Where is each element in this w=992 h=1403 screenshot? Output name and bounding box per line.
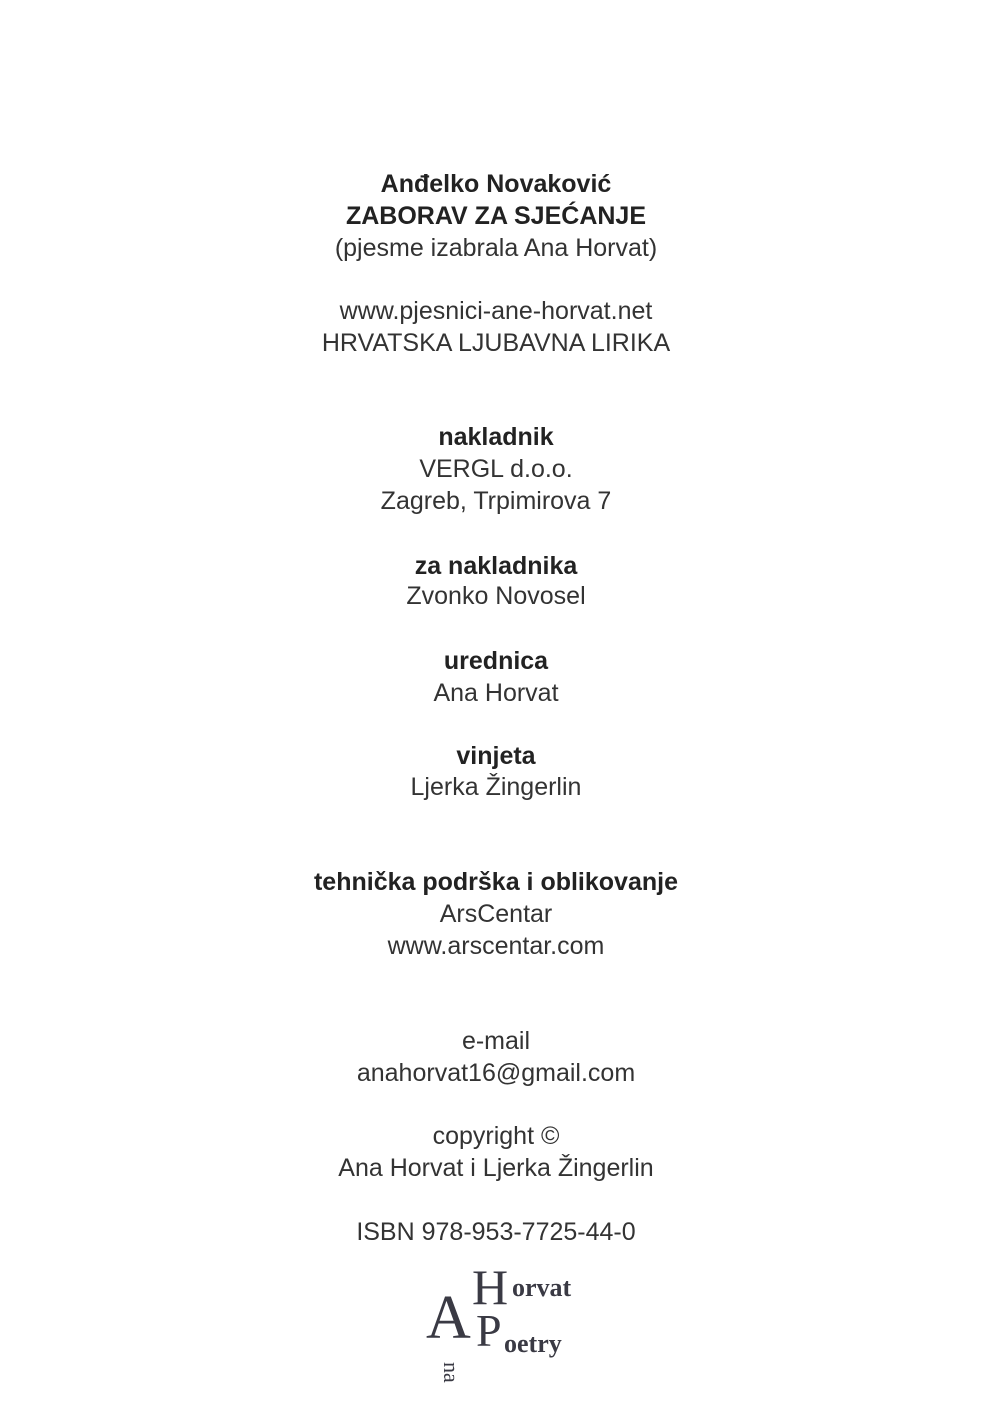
email-address[interactable]: anahorvat16@gmail.com (356, 1059, 636, 1087)
logo-letters-orvat: orvat (512, 1273, 572, 1302)
for-publisher-name: Zvonko Novosel (406, 582, 586, 610)
tech-support-name: ArsCentar (439, 900, 553, 928)
ana-horvat-poetry-logo (420, 1259, 590, 1383)
logo-letters-na: na (439, 1362, 464, 1383)
logo-letter-p: P (476, 1305, 502, 1356)
tech-support-url[interactable]: www.arscentar.com (387, 932, 605, 960)
book-subtitle: (pjesme izabrala Ana Horvat) (334, 234, 658, 262)
publisher-label: nakladnik (438, 423, 554, 451)
series-name: HRVATSKA LJUBAVNA LIRIKA (321, 329, 671, 357)
editor-label: urednica (443, 647, 549, 675)
logo-letter-h: H (472, 1259, 509, 1315)
publisher-address: Zagreb, Trpimirova 7 (380, 487, 612, 515)
copyright-label: copyright © (432, 1122, 560, 1150)
logo-letters-oetry: oetry (504, 1329, 562, 1358)
vignette-label: vinjeta (456, 742, 536, 770)
editor-name: Ana Horvat (433, 679, 559, 707)
copyright-holders: Ana Horvat i Ljerka Žingerlin (338, 1154, 654, 1182)
for-publisher-label: za nakladnika (414, 552, 578, 580)
author-name: Anđelko Novaković (380, 170, 612, 198)
website-link[interactable]: www.pjesnici-ane-horvat.net (339, 297, 653, 325)
tech-support-label: tehnička podrška i oblikovanje (313, 868, 678, 896)
isbn-number: ISBN 978-953-7725-44-0 (356, 1218, 636, 1246)
email-label: e-mail (461, 1027, 531, 1055)
logo-letter-a: A (426, 1284, 471, 1352)
book-title: ZABORAV ZA SJEĆANJE (345, 202, 647, 230)
vignette-name: Ljerka Žingerlin (410, 773, 582, 801)
publisher-name: VERGL d.o.o. (419, 455, 573, 483)
